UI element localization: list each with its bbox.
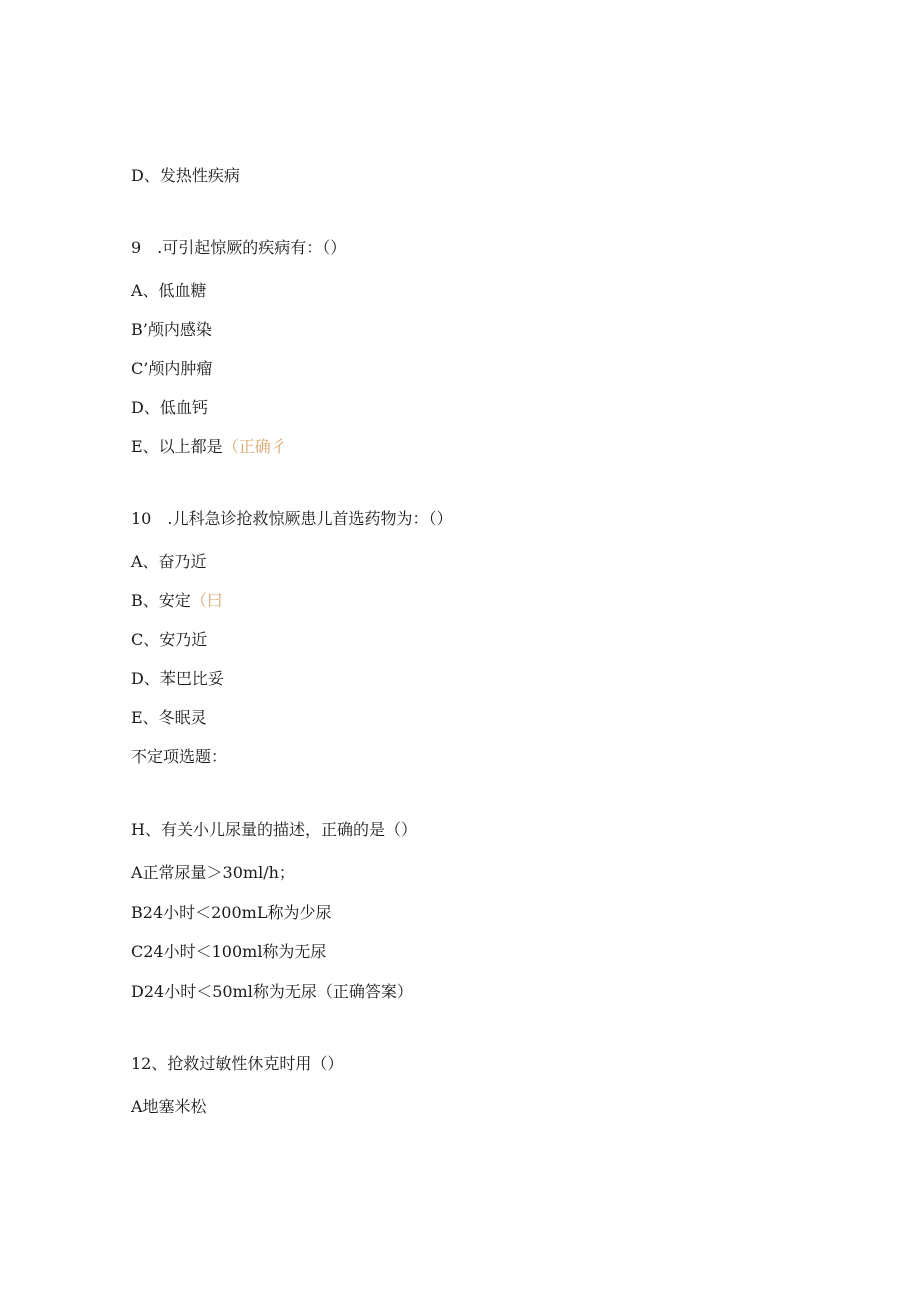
q10-option-c [131, 630, 207, 650]
q11-option-d: D24小时＜50ml称为无尿（正确答案） [131, 982, 413, 1001]
q10-option-b [131, 591, 223, 611]
q12-option-a: A地塞米松 [131, 1097, 207, 1116]
q11-option-a: A正常尿量＞30ml/h； [131, 863, 295, 882]
option-text: A、低血糖 [131, 281, 207, 300]
option-text: C、安乃近 [131, 630, 208, 649]
q9-option-d [131, 398, 208, 418]
section-heading: 不定项选题： [131, 747, 228, 766]
option-text: B’颅内感染 [131, 320, 212, 339]
option-text: D、低血钙 [131, 398, 208, 417]
q9-option-c [131, 359, 212, 379]
q10-option-e [131, 708, 207, 728]
q9-option-e [131, 437, 287, 457]
q11-option-c: C24小时＜100ml称为无尿 [131, 942, 327, 961]
option-text: A、奋乃近 [131, 552, 207, 571]
q9-option-b [131, 320, 212, 340]
option-text: C’颅内肿瘤 [131, 359, 213, 378]
question-11: H、有关小儿尿量的描述，正确的是（） [131, 820, 417, 839]
option-d-text: D、发热性疾病 [131, 166, 240, 185]
option-text: E、以上都是 [131, 437, 223, 456]
option-text: E、冬眠灵 [131, 708, 207, 727]
question-12: 12、抢救过敏性休克时用（） [131, 1054, 344, 1073]
answer-mark: （正确彳 [222, 437, 287, 456]
q11-option-b: B24小时＜200mL称为少尿 [131, 903, 332, 922]
question-9: 9 .可引起惊厥的疾病有：（） [131, 238, 347, 257]
answer-mark: （曰 [190, 591, 223, 610]
option-text: D、苯巴比妥 [131, 669, 224, 688]
q10-option-a [131, 552, 207, 572]
q9-option-a [131, 281, 207, 301]
question-10: 10 .儿科急诊抢救惊厥患儿首选药物为：（） [131, 509, 453, 528]
option-text: B、安定 [131, 591, 191, 610]
q10-option-d [131, 669, 224, 689]
